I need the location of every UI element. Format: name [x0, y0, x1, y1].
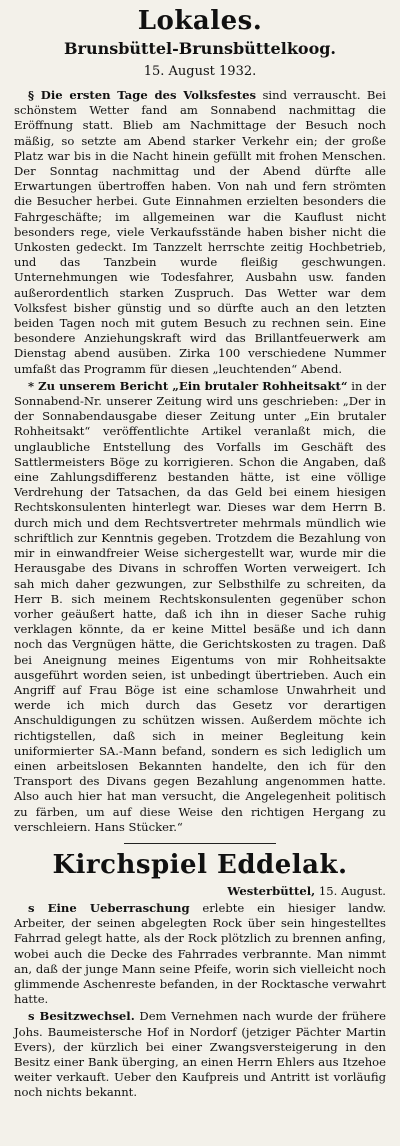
- dateline-date: 15. August.: [315, 883, 386, 898]
- article-besitzwechsel-lead: s Besitzwechsel.: [28, 1009, 135, 1024]
- dateline-place: Westerbüttel,: [227, 883, 316, 898]
- divider: [124, 843, 276, 844]
- dateline: [14, 884, 386, 899]
- section-title-lokales: Lokales.: [137, 6, 263, 36]
- article-besitzwechsel-text: Dem Vernehmen nach wurde der frühere Johs. Baumeistersche Hof in Nordorf (jetziger Pächter Martin Evers), der kürzlich bei einer Zwangsversteigerung in den Besitz einer Bank überging, an einen Herrn Ehlers aus Itzehoe weiter verkauft. Ueber den Kaufpreis und Antritt ist vorläufig noch nichts bekannt.: [14, 1009, 386, 1100]
- article-rohheitsakt: [14, 379, 386, 835]
- article-volksfest-lead: § Die ersten Tage des Volksfestes: [28, 88, 257, 102]
- location-heading: Brunsbüttel-Brunsbüttelkoog.: [64, 39, 336, 58]
- article-ueberraschung: [14, 901, 386, 1007]
- article-volksfest: [14, 88, 386, 377]
- issue-date: 15. August 1932.: [143, 64, 257, 79]
- article-besitzwechsel: [14, 1009, 386, 1100]
- article-rohheitsakt-lead: * Zu unserem Bericht „Ein brutaler Rohheitsakt“: [28, 378, 348, 393]
- article-rohheitsakt-text: in der Sonnabend-Nr. unserer Zeitung wird uns geschrieben: „Der in der Sonnabendausgabe dieser Zeitung unter „Ein brutaler Rohheitsakt“ veröffentlichte Artikel veranlaßt mich, die unglaubliche Entstellung des Vorfalls im Geschäft des Sattlermeisters Böge zu korrigieren. Schon die Angaben, daß eine Zahlungsdifferenz bestanden hätte, ist eine völlige Verdrehung der Tatsachen, da das Geld bei einem hiesigen Rechtskonsulenten hinterlegt war. Dieses war dem Herrn B. durch mich und dem Rechtsvertreter mehrmals mündlich wie schriftlich zur Kenntnis gegeben. Trotzdem die Bezahlung von mir in einwandfreier Weise sichergestellt war, wurde mir die Herausgabe des Divans in schroffen Worten verweigert. Ich sah mich daher gezwungen, zur Selbsthilfe zu schreiten, da Herr B. sich meinem Rechtskonsulenten gegenüber schon vorher geäußert hatte, daß ich ihn in dieser Sache ruhig verklagen könnte, da er keine Mittel besäße und ich dann noch das Vergnügen hätte, die Gerichtskosten zu tragen. Daß bei Aneignung meines Eigentums von mir Rohheitsakte ausgeführt worden seien, ist unbedingt übertrieben. Auch ein Angriff auf Frau Böge ist eine schamlose Unwahrheit und werde ich mich durch das Gesetz vor derartigen Anschuldigungen zu schützen wissen. Außerdem möchte ich richtigstellen, daß sich in meiner Begleitung kein uniformierter SA.-Mann befand, sondern es sich lediglich um einen arbeitslosen Bekannten handelte, den ich für den Transport des Divans gegen Bezahlung angenommen hatte. Also auch hier hat man versucht, die Angelegenheit politisch zu färben, um auf diese Weise den richtigen Hergang zu verschleiern. Hans Stücker.“: [14, 378, 386, 834]
- article-ueberraschung-text: erlebte ein hiesiger landw. Arbeiter, der seinen abgelegten Rock über sein hingestelltes Fahrrad gelegt hatte, als der Rock plötzlich zu brennen anfing, wobei auch die Decke des Fahrrades verbrannte. Man nimmt an, daß der junge Mann seine Pfeife, worin sich vielleicht noch glimmende Aschenreste befanden, in der Rocktasche verwahrt hatte.: [14, 900, 387, 1007]
- section-title-eddelak: Kirchspiel Eddelak.: [52, 849, 348, 880]
- article-volksfest-text: sind verrauscht. Bei schönstem Wetter fand am Sonnabend nachmittag die Eröffnung statt. Blieb am Nachmittage der Besuch noch mäßig, so setzte am Abend starker Verkehr ein; der große Platz war bis in die Nacht hinein gefüllt mit frohen Menschen. Der Sonntag nachmittag und der Abend dürfte alle Erwartungen übertroffen haben. Von nah und fern strömten die Besucher herbei. Gute Einnahmen erzielten besonders die Fahrgeschäfte; im allgemeinen war die Kauflust nicht besonders rege, viele Verkaufsstände haben bisher nicht die Unkosten gedeckt. Im Tanzzelt herrschte zeitig Hochbetrieb, und das Tanzbein wurde fleißig geschwungen. Unternehmungen wie Todesfahrer, Ausbahn usw. fanden außerordentlich starken Zuspruch. Das Wetter war dem Volksfest bisher günstig und so dürfte auch an den letzten beiden Tagen noch mit gutem Besuch zu rechnen sein. Eine besondere Anziehungskraft wird das Brillantfeuerwerk am Dienstag abend ausüben. Zirka 100 verschiedene Nummer umfaßt das Programm für diesen „leuchtenden“ Abend.: [14, 88, 386, 376]
- article-ueberraschung-lead: s Eine Ueberraschung: [28, 900, 190, 915]
